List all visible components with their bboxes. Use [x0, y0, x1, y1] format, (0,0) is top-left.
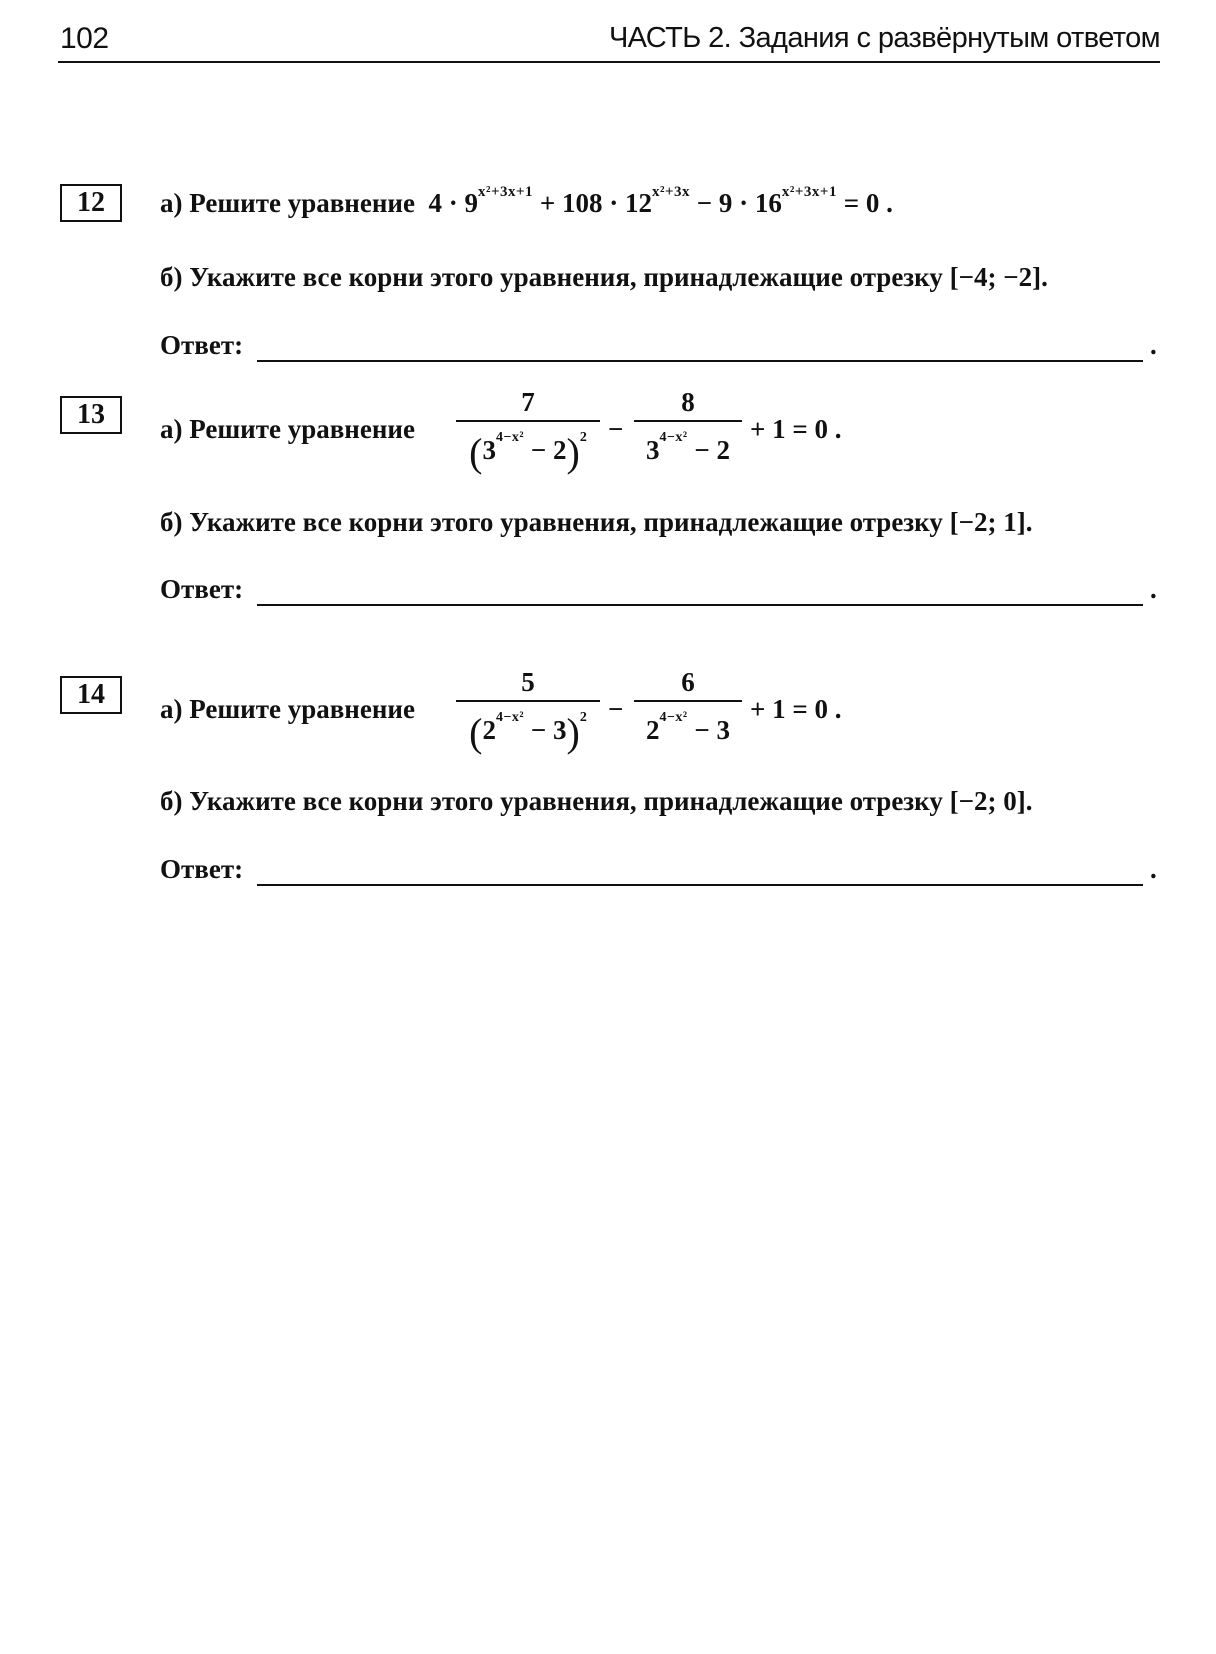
- numerator-2: 6: [681, 667, 695, 697]
- answer-field-13[interactable]: [257, 604, 1143, 606]
- fraction-1: [456, 664, 600, 755]
- minus-term-2: − 2: [694, 435, 731, 465]
- minus-term-1: − 3: [530, 715, 567, 745]
- task-12-part-b: б) Укажите все корни этого уравнения, принадлежащие отрезку [−4; −2].: [160, 262, 1048, 292]
- exponent-2: 4−x²: [659, 430, 688, 445]
- fraction-2: [634, 664, 742, 748]
- task-number-14: 14: [60, 676, 122, 714]
- task-14-part-b: б) Укажите все корни этого уравнения, принадлежащие отрезку [−2; 0].: [160, 786, 1033, 816]
- page-number: 102: [60, 22, 109, 55]
- numerator-1: 7: [521, 387, 535, 417]
- fraction-2: [634, 384, 742, 468]
- square-exponent: 2: [579, 710, 587, 725]
- answer-label-13: Ответ:: [160, 574, 244, 604]
- task-14-part-a: [160, 664, 1060, 754]
- running-head: ЧАСТЬ 2. Задания с развёрнутым ответом: [608, 22, 1160, 54]
- minus-term-1: − 2: [530, 435, 567, 465]
- paren-left: (: [469, 709, 483, 755]
- task-number-13: 13: [60, 396, 122, 434]
- operator-minus: −: [608, 414, 624, 444]
- exponent-1: x²+3x+1: [477, 184, 534, 200]
- term-1: 4 · 9: [428, 188, 478, 218]
- answer-dot-14: .: [1150, 854, 1157, 884]
- equation-12: [428, 184, 893, 218]
- denominator-2: [634, 422, 742, 468]
- base-2: 2: [645, 715, 660, 745]
- task-13-part-a: [160, 384, 1060, 474]
- exponent-2: 4−x²: [659, 710, 688, 725]
- equation-tail: + 1 = 0 .: [750, 694, 842, 724]
- answer-label-14: Ответ:: [160, 854, 244, 884]
- denominator-1: [456, 422, 600, 475]
- paren-right: ): [566, 709, 580, 755]
- term-2: + 108 · 12: [539, 188, 652, 218]
- square-exponent: 2: [579, 430, 587, 445]
- exponent-2: x²+3x: [651, 184, 690, 200]
- fraction-1: [456, 384, 600, 475]
- operator-minus: −: [608, 694, 624, 724]
- denominator-2: [634, 702, 742, 748]
- exponent-3: x²+3x+1: [781, 184, 837, 200]
- part-a-label: а) Решите уравнение: [160, 188, 415, 218]
- equation-tail: + 1 = 0 .: [750, 414, 842, 444]
- numerator-2: 8: [681, 387, 695, 417]
- task-13-part-b: б) Укажите все корни этого уравнения, принадлежащие отрезку [−2; 1].: [160, 507, 1033, 537]
- denominator-1: [456, 702, 600, 755]
- answer-field-14[interactable]: [257, 884, 1143, 886]
- part-a-label: а) Решите уравнение: [160, 414, 415, 444]
- part-a-label: а) Решите уравнение: [160, 694, 415, 724]
- base-2: 3: [645, 435, 660, 465]
- answer-dot-12: .: [1150, 330, 1157, 360]
- answer-label-12: Ответ:: [160, 330, 244, 360]
- header-rule: [58, 61, 1160, 63]
- paren-right: ): [566, 429, 580, 475]
- task-number-12: 12: [60, 184, 122, 222]
- exponent-1: 4−x²: [495, 710, 525, 725]
- exponent-1: 4−x²: [495, 430, 525, 445]
- base-1: 2: [482, 715, 496, 745]
- term-3: − 9 · 16: [696, 188, 782, 218]
- equation-tail: = 0 .: [843, 188, 893, 218]
- answer-dot-13: .: [1150, 574, 1157, 604]
- task-12-part-a: [160, 184, 893, 219]
- numerator-1: 5: [521, 667, 535, 697]
- answer-field-12[interactable]: [257, 360, 1143, 362]
- base-1: 3: [482, 435, 496, 465]
- minus-term-2: − 3: [694, 715, 731, 745]
- paren-left: (: [469, 429, 483, 475]
